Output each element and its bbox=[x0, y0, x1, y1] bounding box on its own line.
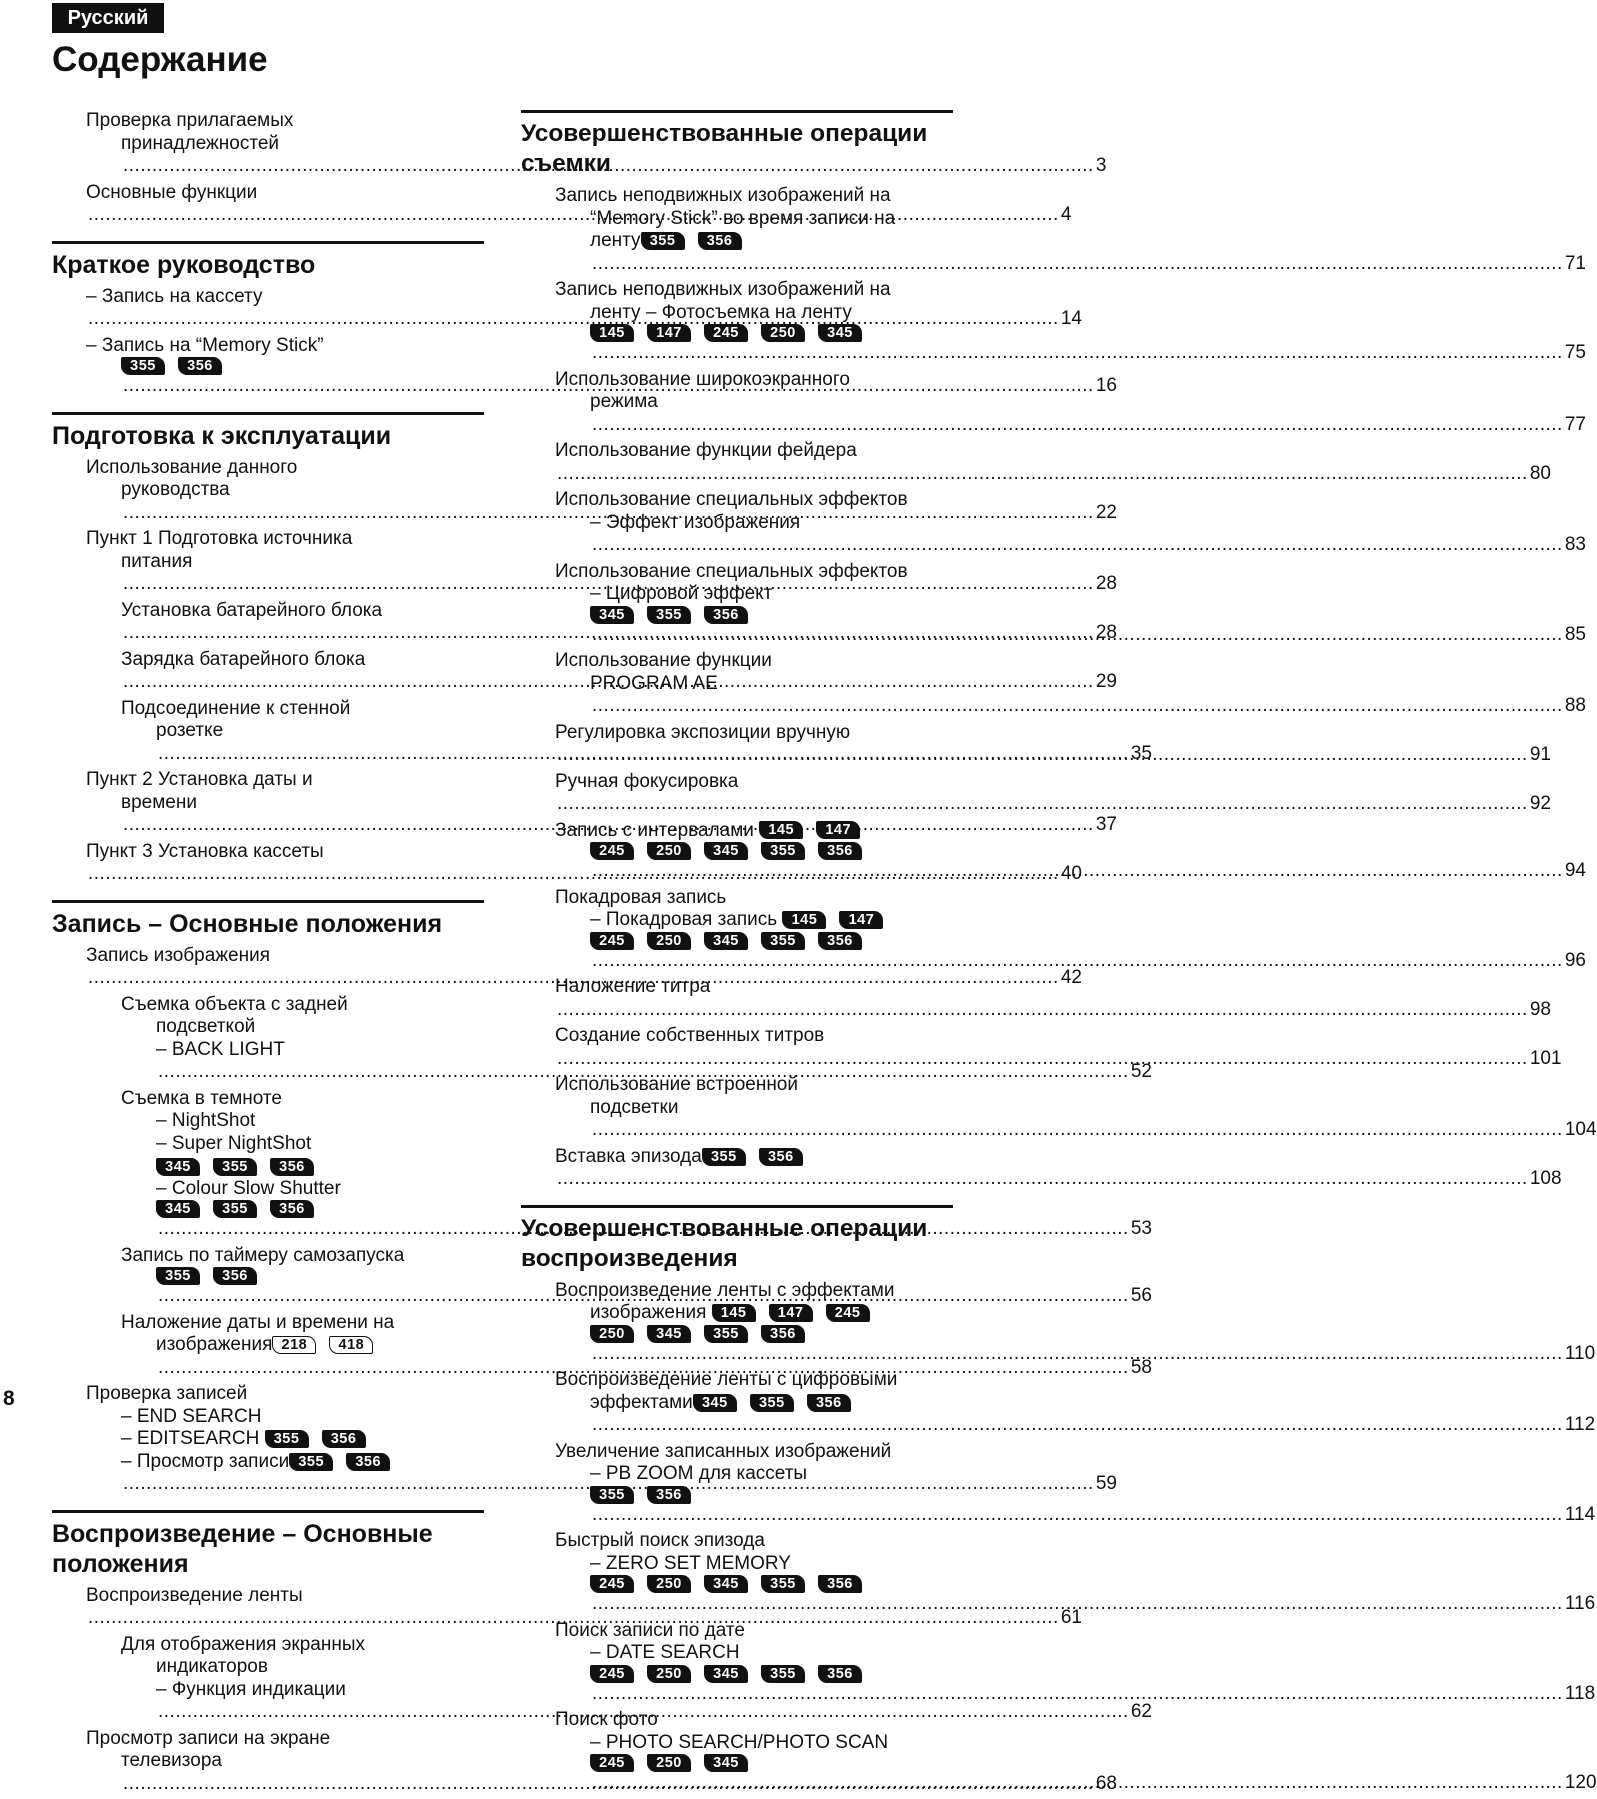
entry-text: Запись неподвижных изображений на bbox=[555, 185, 891, 206]
model-badge-icon: 356 bbox=[818, 1665, 862, 1683]
entry-text: Запись неподвижных изображений на bbox=[555, 279, 891, 300]
entry-text: Ручная фокусировка bbox=[555, 770, 739, 792]
entry-text: – DATE SEARCH bbox=[590, 1642, 740, 1663]
entry-text: – PB ZOOM для кассеты bbox=[590, 1463, 808, 1484]
page-ref: 88 bbox=[1564, 695, 1586, 716]
toc-entry[interactable] bbox=[521, 770, 1551, 816]
model-badge-icon: 356 bbox=[270, 1200, 314, 1218]
model-badge-icon: 345 bbox=[704, 932, 748, 950]
model-badge-icon: 145 bbox=[759, 821, 803, 839]
leader-dots bbox=[557, 1168, 1528, 1189]
entry-text: Регулировка экспозиции вручную bbox=[555, 721, 851, 743]
leader-dots bbox=[592, 695, 1563, 716]
leader-dots bbox=[592, 624, 1563, 645]
model-badge-icon: 245 bbox=[826, 1304, 870, 1322]
page-ref: 83 bbox=[1564, 534, 1586, 555]
entry-text: “Memory Stick” во время записи на bbox=[590, 207, 896, 229]
entry-text: эффектами bbox=[590, 1391, 693, 1413]
model-badge-icon: 356 bbox=[322, 1430, 366, 1448]
model-badge-icon: 245 bbox=[590, 932, 634, 950]
entry-text: руководства bbox=[121, 479, 230, 500]
page-ref: 94 bbox=[1564, 860, 1586, 881]
model-badge-icon: 355 bbox=[289, 1453, 333, 1471]
leader-dots bbox=[592, 1343, 1563, 1364]
page-ref: 22 bbox=[1095, 501, 1117, 523]
leader-dots bbox=[557, 1048, 1528, 1069]
model-badge-icon: 356 bbox=[178, 357, 222, 375]
entry-text: – Запись на “Memory Stick” bbox=[86, 334, 324, 356]
model-badge-icon: 356 bbox=[270, 1158, 314, 1176]
entry-text: изображения bbox=[590, 1302, 712, 1323]
toc-entry[interactable] bbox=[521, 279, 1586, 365]
model-badge-icon: 345 bbox=[156, 1200, 200, 1218]
entry-text: Быстрый поиск эпизода bbox=[555, 1530, 765, 1551]
section-heading: Краткое руководство bbox=[52, 241, 484, 280]
section-heading: Воспроизведение – Основные положения bbox=[52, 1510, 484, 1579]
model-badge-icon: 147 bbox=[647, 324, 691, 342]
model-badge-icon: 245 bbox=[590, 1575, 634, 1593]
leader-dots bbox=[557, 999, 1528, 1020]
entry-text: – Цифровой эффект bbox=[590, 583, 773, 604]
page-ref: 80 bbox=[1529, 462, 1551, 484]
model-badge-icon: 147 bbox=[816, 821, 860, 839]
model-badge-icon: 250 bbox=[647, 1575, 691, 1593]
model-badge-icon: 356 bbox=[346, 1453, 390, 1471]
page-ref: 4 bbox=[1060, 204, 1072, 225]
model-badge-icon: 345 bbox=[156, 1158, 200, 1176]
model-badge-icon: 250 bbox=[647, 1665, 691, 1683]
toc-entry[interactable] bbox=[521, 1369, 1596, 1437]
entry-text: телевизора bbox=[121, 1750, 222, 1771]
model-badge-icon: 345 bbox=[818, 324, 862, 342]
leader-dots bbox=[592, 860, 1563, 881]
entry-text: Зарядка батарейного блока bbox=[121, 648, 366, 670]
model-badge-icon: 356 bbox=[818, 842, 862, 860]
page-ref: 29 bbox=[1095, 671, 1117, 692]
leader-dots bbox=[592, 1504, 1563, 1525]
entry-text: Покадровая запись bbox=[555, 886, 727, 908]
entry-text: Для отображения экранных bbox=[121, 1633, 365, 1655]
toc-entry[interactable] bbox=[521, 886, 1586, 973]
page-ref: 101 bbox=[1529, 1047, 1562, 1069]
toc-entry[interactable] bbox=[521, 1619, 1596, 1706]
entry-text: Использование данного bbox=[86, 456, 298, 478]
page-ref: 77 bbox=[1564, 413, 1586, 435]
model-badge-icon: 418 bbox=[329, 1336, 373, 1354]
entry-text: режима bbox=[590, 391, 658, 412]
page-ref: 14 bbox=[1060, 308, 1082, 329]
entry-text: Установка батарейного блока bbox=[121, 599, 383, 621]
page-ref: 58 bbox=[1130, 1356, 1152, 1378]
entry-text: подсветки bbox=[590, 1096, 679, 1118]
entry-text: Воспроизведение ленты bbox=[86, 1584, 303, 1606]
page-ref: 28 bbox=[1095, 622, 1117, 643]
toc-entry[interactable] bbox=[521, 1025, 1562, 1070]
leader-dots bbox=[592, 1119, 1563, 1140]
page-ref: 112 bbox=[1564, 1414, 1596, 1435]
model-badge-icon: 250 bbox=[761, 324, 805, 342]
model-badge-icon: 147 bbox=[769, 1304, 813, 1322]
page-ref: 40 bbox=[1060, 863, 1082, 884]
entry-text: Использование функции bbox=[555, 650, 772, 671]
entry-text: – Просмотр записи bbox=[121, 1450, 290, 1472]
section-heading: Запись – Основные положения bbox=[52, 900, 484, 939]
model-badge-icon: 145 bbox=[782, 911, 826, 929]
model-badge-icon: 345 bbox=[704, 1665, 748, 1683]
page-ref: 3 bbox=[1095, 155, 1107, 176]
entry-text: розетке bbox=[156, 720, 224, 741]
page-ref: 28 bbox=[1095, 573, 1117, 594]
model-badge-icon: 355 bbox=[647, 606, 691, 624]
entry-text: – NightShot bbox=[156, 1110, 256, 1131]
model-badge-icon: 356 bbox=[698, 232, 742, 250]
page-ref: 62 bbox=[1130, 1701, 1152, 1722]
model-badge-icon: 245 bbox=[590, 1754, 634, 1772]
entry-text: Использование специальных эффектов bbox=[555, 489, 908, 510]
entry-text: – ZERO SET MEMORY bbox=[590, 1552, 791, 1574]
entry-text: времени bbox=[121, 791, 197, 813]
entry-text: Поиск фото bbox=[555, 1709, 658, 1730]
model-badge-icon: 356 bbox=[704, 606, 748, 624]
toc-entry[interactable] bbox=[521, 1145, 1562, 1191]
page-ref: 56 bbox=[1130, 1285, 1152, 1306]
entry-text: Увеличение записанных изображений bbox=[555, 1440, 892, 1462]
page-ref: 91 bbox=[1529, 744, 1551, 765]
page-ref: 53 bbox=[1130, 1218, 1152, 1239]
entry-text: Использование специальных эффектов bbox=[555, 560, 908, 582]
entry-text: Наложение даты и времени на bbox=[121, 1311, 395, 1333]
entry-text: ленту bbox=[590, 230, 641, 251]
entry-text: Использование функции фейдера bbox=[555, 440, 857, 461]
model-badge-icon: 345 bbox=[704, 1754, 748, 1772]
entry-text: Использование широкоэкранного bbox=[555, 368, 850, 390]
model-badge-icon: 245 bbox=[590, 1665, 634, 1683]
model-badge-icon: 356 bbox=[647, 1486, 691, 1504]
leader-dots bbox=[557, 744, 1528, 765]
language-label: Русский bbox=[52, 3, 164, 33]
model-badge-icon: 345 bbox=[704, 1575, 748, 1593]
model-badge-icon: 355 bbox=[702, 1148, 746, 1166]
page-ref: 85 bbox=[1564, 623, 1586, 645]
toc-entry[interactable] bbox=[521, 440, 1551, 485]
model-badge-icon: 345 bbox=[704, 842, 748, 860]
leader-dots bbox=[592, 950, 1563, 971]
model-badge-icon: 355 bbox=[590, 1486, 634, 1504]
model-badge-icon: 355 bbox=[704, 1325, 748, 1343]
page-ref: 68 bbox=[1095, 1772, 1117, 1794]
entry-text: – PHOTO SEARCH/PHOTO SCAN bbox=[590, 1731, 889, 1753]
entry-text: Поиск записи по дате bbox=[555, 1619, 745, 1641]
model-badge-icon: 355 bbox=[761, 842, 805, 860]
entry-text: Запись изображения bbox=[86, 944, 270, 966]
model-badge-icon: 345 bbox=[693, 1394, 737, 1412]
entry-text: принадлежностей bbox=[121, 132, 279, 154]
page-ref: 61 bbox=[1060, 1607, 1082, 1628]
toc-entry[interactable] bbox=[521, 185, 1586, 275]
leader-dots bbox=[557, 793, 1528, 814]
entry-text: – Super NightShot bbox=[156, 1132, 312, 1154]
entry-text: Пункт 3 Установка кассеты bbox=[86, 840, 324, 862]
entry-text: Подсоединение к стенной bbox=[121, 697, 351, 719]
model-badge-icon: 250 bbox=[647, 932, 691, 950]
page-ref: 98 bbox=[1529, 998, 1551, 1020]
leader-dots bbox=[592, 1683, 1563, 1704]
section-heading: Усовершенствованные операции съемки bbox=[521, 110, 953, 179]
page-ref: 110 bbox=[1564, 1342, 1596, 1364]
model-badge-icon: 355 bbox=[761, 932, 805, 950]
model-badge-icon: 145 bbox=[712, 1304, 756, 1322]
entry-text: ленту – Фотосъемка на ленту bbox=[590, 301, 852, 323]
entry-text: Проверка прилагаемых bbox=[86, 110, 294, 131]
page-ref: 108 bbox=[1529, 1168, 1562, 1189]
page-title: Содержание bbox=[52, 40, 268, 79]
entry-text: Создание собственных титров bbox=[555, 1025, 825, 1046]
model-badge-icon: 355 bbox=[213, 1200, 257, 1218]
model-badge-icon: 356 bbox=[807, 1394, 851, 1412]
page-ref: 116 bbox=[1564, 1593, 1596, 1614]
entry-text: Использование встроенной bbox=[555, 1074, 798, 1095]
entry-text: Пункт 1 Подготовка источника bbox=[86, 528, 353, 549]
entry-text: – Эффект изображения bbox=[590, 511, 801, 533]
entry-text: – Функция индикации bbox=[156, 1678, 346, 1700]
entry-text: питания bbox=[121, 550, 193, 572]
page-ref: 118 bbox=[1564, 1682, 1596, 1704]
leader-dots bbox=[592, 1772, 1563, 1793]
entry-text: Вставка эпизода bbox=[555, 1145, 702, 1167]
leader-dots bbox=[592, 534, 1563, 555]
page-ref: 96 bbox=[1564, 949, 1586, 971]
leader-dots bbox=[557, 463, 1528, 484]
model-badge-icon: 345 bbox=[647, 1325, 691, 1343]
entry-text: индикаторов bbox=[156, 1656, 268, 1677]
page-ref: 104 bbox=[1564, 1119, 1597, 1140]
entry-text: – Colour Slow Shutter bbox=[156, 1177, 341, 1199]
section-heading: Усовершенствованные операции воспроизведения bbox=[521, 1205, 953, 1274]
model-badge-icon: 355 bbox=[761, 1575, 805, 1593]
leader-dots bbox=[592, 253, 1563, 274]
page-ref: 71 bbox=[1564, 252, 1586, 274]
model-badge-icon: 355 bbox=[213, 1158, 257, 1176]
page-ref: 42 bbox=[1060, 967, 1082, 988]
entry-text: Съемка в темноте bbox=[121, 1087, 282, 1109]
model-badge-icon: 245 bbox=[704, 324, 748, 342]
entry-text: – Запись на кассету bbox=[86, 285, 263, 307]
model-badge-icon: 356 bbox=[213, 1267, 257, 1285]
model-badge-icon: 147 bbox=[839, 911, 883, 929]
entry-text: Запись по таймеру самозапуска bbox=[121, 1244, 405, 1266]
model-badge-icon: 245 bbox=[590, 842, 634, 860]
page-ref: 75 bbox=[1564, 342, 1586, 363]
entry-text: Запись с интервалами bbox=[555, 819, 760, 841]
page-number: 8 bbox=[3, 1387, 15, 1410]
leader-dots bbox=[592, 1414, 1563, 1435]
entry-text: Просмотр записи на экране bbox=[86, 1727, 331, 1749]
entry-text: Основные функции bbox=[86, 181, 258, 203]
leader-dots bbox=[592, 342, 1563, 363]
entry-text: Проверка записей bbox=[86, 1383, 248, 1404]
page-ref: 114 bbox=[1564, 1503, 1596, 1525]
model-badge-icon: 355 bbox=[641, 232, 685, 250]
entry-text: подсветкой bbox=[156, 1016, 256, 1037]
entry-text: – Покадровая запись bbox=[590, 909, 783, 930]
model-badge-icon: 355 bbox=[265, 1430, 309, 1448]
page-ref: 35 bbox=[1130, 742, 1152, 764]
toc-entry[interactable] bbox=[521, 1530, 1596, 1616]
entry-text: – EDITSEARCH bbox=[121, 1428, 265, 1449]
page-ref: 59 bbox=[1095, 1473, 1117, 1494]
model-badge-icon: 355 bbox=[761, 1665, 805, 1683]
toc-entry[interactable] bbox=[521, 1074, 1597, 1142]
entry-text: – END SEARCH bbox=[121, 1405, 262, 1427]
page-ref: 16 bbox=[1095, 375, 1117, 396]
model-badge-icon: 250 bbox=[647, 842, 691, 860]
entry-text: PROGRAM AE bbox=[590, 672, 718, 694]
page-ref: 52 bbox=[1130, 1061, 1152, 1082]
model-badge-icon: 145 bbox=[590, 324, 634, 342]
entry-text: Наложение титра bbox=[555, 976, 711, 997]
model-badge-icon: 355 bbox=[750, 1394, 794, 1412]
entry-text: Воспроизведение ленты с цифровыми bbox=[555, 1369, 898, 1390]
model-badge-icon: 356 bbox=[818, 1575, 862, 1593]
entry-text: изображения bbox=[156, 1334, 273, 1355]
model-badge-icon: 250 bbox=[590, 1325, 634, 1343]
model-badge-icon: 356 bbox=[818, 932, 862, 950]
model-badge-icon: 355 bbox=[156, 1267, 200, 1285]
model-badge-icon: 250 bbox=[647, 1754, 691, 1772]
section-heading: Подготовка к эксплуатации bbox=[52, 412, 484, 451]
page-ref: 92 bbox=[1529, 793, 1551, 814]
entry-text: – BACK LIGHT bbox=[156, 1038, 285, 1060]
leader-dots bbox=[592, 1593, 1563, 1614]
model-badge-icon: 218 bbox=[272, 1336, 316, 1354]
model-badge-icon: 355 bbox=[121, 357, 165, 375]
entry-text: Пункт 2 Установка даты и bbox=[86, 769, 313, 790]
leader-dots bbox=[592, 414, 1563, 435]
page-ref: 120 bbox=[1564, 1772, 1597, 1793]
entry-text: Воспроизведение ленты с эффектами bbox=[555, 1279, 895, 1301]
model-badge-icon: 345 bbox=[590, 606, 634, 624]
page-ref: 37 bbox=[1095, 814, 1117, 835]
model-badge-icon: 356 bbox=[759, 1148, 803, 1166]
toc-entry[interactable] bbox=[521, 1279, 1596, 1366]
model-badge-icon: 356 bbox=[761, 1325, 805, 1343]
entry-text: Съемка объекта с задней bbox=[121, 993, 348, 1015]
